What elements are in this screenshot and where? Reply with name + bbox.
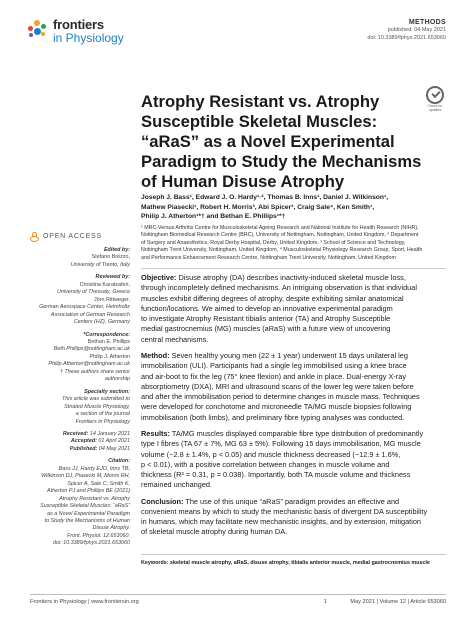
title-line: Atrophy Resistant vs. Atrophy (141, 92, 380, 111)
author-list (141, 193, 446, 222)
citation-label: Citation: (108, 458, 130, 465)
doi-link[interactable]: doi: 10.3389/fphys.2021.653060 (367, 34, 446, 41)
affiliation-line: of Surgery and Anaesthetics, Royal Derby Hospital, Derby, United Kingdom, ³ School of Science and Technology, (141, 239, 406, 246)
correspondence (30, 332, 130, 384)
abstract-line: The use of this unique “aRaS” paradigm provides an effective and (183, 496, 400, 506)
abstract-line: to investigate Atrophy Resistant tibialis anterior (TA) and Atrophy Susceptible (141, 314, 391, 324)
citation-line: as a Novel Experimental Paradigm (47, 510, 130, 517)
abstract-results (141, 429, 446, 491)
abstract-line: remained unchanged. (141, 480, 213, 490)
frontiers-logo[interactable] (28, 18, 124, 44)
affiliation-line: Nottingham Trent University, Nottingham, United Kingdom, ⁴ Musculoskeletal Physiology Research Group, Sport, Health (141, 247, 423, 254)
abstract-line: Seven healthy young men (22 ± 1 year) underwent 15 days unilateral leg (169, 350, 408, 360)
accepted-value: 01 April 2021 (96, 438, 130, 445)
article-meta (367, 18, 446, 42)
citation-line: Atrophy Resistant vs. Atrophy (59, 495, 130, 502)
correspondence-label: *Correspondence: (83, 331, 130, 338)
correspondence-line: † These authors share senior (59, 368, 130, 375)
citation-doi[interactable]: doi: 10.3389/fphys.2021.653060 (52, 540, 130, 547)
reviewer-line: German Aerospace Center, Helmholtz (39, 304, 130, 311)
page-footer (30, 594, 446, 605)
affiliation-line: Nottingham Biomedical Research Centre (BRC), University of Nottingham, Nottingham, United Kingdom, ² Department (141, 232, 419, 239)
title-line: Susceptible Skeletal Muscles: (141, 111, 378, 131)
page-header (28, 18, 446, 58)
citation (30, 458, 130, 547)
specialty-label: Specialty section: (84, 388, 130, 395)
reviewed-by-label: Reviewed by: (95, 274, 130, 281)
received-label: Received: (62, 430, 89, 437)
reviewer-line[interactable]: Christina Karatzaferi, (79, 281, 130, 288)
frontiers-logo-icon (28, 20, 48, 40)
citation-line: Front. Physiol. 12:653060. (67, 532, 130, 539)
published-date: published: 04 May 2021 (387, 27, 446, 34)
specialty-line: This article was submitted to (61, 396, 130, 403)
article-dates (30, 431, 130, 453)
published-label: Published: (69, 445, 98, 452)
reviewer-line: Association of German Research (50, 311, 130, 318)
editor-line: University of Trento, Italy (70, 261, 130, 268)
author-line[interactable]: Mathew Piasecki¹, Robert H. Morris³, Abi Spicer³, Craig Sale⁴, Ken Smith¹, (141, 203, 375, 211)
divider (141, 268, 446, 269)
abstract-method (141, 351, 446, 423)
abstract (141, 273, 446, 544)
check-updates-label: Check for updates (427, 104, 443, 112)
reviewed-by (30, 274, 130, 326)
citation-line: Bass JJ, Hardy EJO, Inns TB, (58, 465, 130, 472)
abstract-line: and air-boot to fix the leg (75° knee flexion) and ankle in place. Dual-energy X-ray (141, 371, 407, 381)
abstract-line: muscles exhibit differing degrees of atrophy, despite exhibiting similar anatomical (141, 293, 404, 303)
abstract-line: p < 0.01), with a positive correlation between changes in muscle volume and (141, 459, 390, 469)
title-line: of Human Disuse Atrophy (141, 171, 345, 191)
logo-brand: frontiers (53, 17, 104, 32)
editor-line[interactable]: Stefano Brezzo, (91, 254, 130, 261)
correspondence-line: authorship (104, 376, 130, 383)
affiliations (141, 225, 446, 262)
email-link[interactable]: Philip.Atherton@nottingham.ac.uk (48, 361, 130, 368)
abstract-line: convenient means by which to study the mechanistic basis of divergent DA susceptibility (141, 506, 428, 516)
abstract-line: through incompletely defined mechanisms. An intriguing observation is that individual (141, 283, 417, 293)
reviewer-line: Centers (HZ), Germany (73, 319, 130, 326)
citation-line: to Study the Mechanisms of Human (44, 517, 130, 524)
objective-label: Objective: (141, 273, 177, 282)
edited-by (30, 247, 130, 269)
author-line[interactable]: Philip J. Atherton¹*† and Bethan E. Phillips¹*† (141, 213, 286, 221)
article-title (141, 92, 431, 192)
edited-by-label: Edited by: (103, 247, 130, 253)
citation-line: Spicer A, Sale C, Smith K, (67, 480, 130, 487)
abstract-line: function/locations. We aimed to develop an innovative experimental paradigm (141, 303, 393, 313)
logo-journal: in Physiology (53, 30, 124, 45)
abstract-line: in humans, which may facilitate new mechanistic insights, and by extension, mitigation (141, 517, 422, 527)
open-access-label: OPEN ACCESS (43, 233, 102, 241)
abstract-line: and after the immobilisation period to determine changes in muscle mass. Techniques (141, 392, 420, 402)
abstract-line: were developed for conchotome and microneedle TA/MG muscle biopsies following (141, 402, 412, 412)
published-value: 04 May 2021 (97, 445, 130, 452)
citation-line: Wilkinson DJ, Piasecki M, Morris RH, (41, 473, 130, 480)
divider (141, 554, 446, 555)
affiliation-line: ¹ MRC-Versus Arthritis Centre for Musculoskeletal Ageing Research and National Institute for Health Research (NIHR), (141, 225, 419, 231)
citation-line: Disuse Atrophy. (92, 525, 130, 532)
abstract-line: of skeletal muscle atrophy during human DA. (141, 527, 288, 537)
abstract-line: immobilisation (ULI). Participants had a single leg immobilised using a knee brace (141, 361, 407, 371)
abstract-line: medial gastrocnemius (MG) muscles (aRaS) with a future view of uncovering (141, 324, 391, 334)
footer-journal-link[interactable]: Frontiers in Physiology | www.frontiersin.org (30, 599, 139, 605)
results-label: Results: (141, 428, 170, 438)
affiliation-line: and Performance Enhancement Research Centre, Nottingham Trent University, Nottingham, United Kingdom (141, 254, 396, 261)
specialty-line: Striated Muscle Physiology, (64, 403, 130, 410)
received-value: 14 January 2021 (88, 430, 130, 437)
abstract-line: thickness (R² = 0.31, p = 0.038). Importantly, both TA muscle volume and thickness (141, 470, 411, 480)
article-sidebar (30, 232, 130, 553)
method-label: Method: (141, 350, 170, 360)
accepted-label: Accepted: (70, 438, 97, 445)
open-access-badge[interactable] (30, 232, 130, 242)
abstract-conclusion (141, 497, 446, 538)
abstract-line: TA/MG muscles displayed comparable fibre type distribution of predominantly (169, 428, 424, 438)
citation-line: Atherton PJ and Phillips BE (2021) (46, 488, 130, 495)
specialty-line: a section of the journal (75, 411, 130, 418)
reviewer-line: University of Thessaly, Greece (57, 289, 130, 296)
abstract-line: volume (−2.8 ± 1.4%, p < 0.05) and muscle thickness decreased (−12.9 ± 1.6%, (141, 449, 401, 459)
abstract-line: absorptiometry (DXA), MRI and ultrasound scans of the lower leg were taken before (141, 381, 414, 391)
keywords: Keywords: skeletal muscle atrophy, aRaS, disuse atrophy, tibialis anterior muscle, medial gastrocnemius muscle (141, 560, 430, 566)
citation-line: Susceptible Skeletal Muscles: “aRaS” (40, 503, 130, 510)
conclusion-label: Conclusion: (141, 496, 184, 506)
correspondence-line: Bethan E. Phillips (87, 338, 130, 345)
correspondence-line: Philip J. Atherton (89, 353, 130, 360)
title-line: Paradigm to Study the Mechanisms (141, 151, 422, 171)
abstract-line: central mechanisms. (141, 334, 209, 344)
open-lock-icon (30, 232, 39, 242)
footer-citation: May 2021 | Volume 12 | Article 653060 (350, 599, 446, 605)
article-section: METHODS (408, 19, 446, 26)
specialty-section (30, 389, 130, 426)
author-line[interactable]: Joseph J. Bass¹, Edward J. O. Hardy¹·², Thomas B. Inns¹, Daniel J. Wilkinson¹, (141, 194, 389, 201)
abstract-objective (141, 273, 446, 345)
title-line: “aRaS” as a Novel Experimental (141, 131, 395, 151)
specialty-line: Frontiers in Physiology (75, 418, 130, 425)
abstract-line: type I fibres (TA 67 ± 7%, MG 63 ± 5%). Following 15 days immobilisation, MG muscle (141, 439, 421, 449)
page-number: 1 (323, 599, 327, 605)
abstract-line: Disuse atrophy (DA) describes inactivity-induced skeletal muscle loss, (176, 273, 406, 282)
footer-volume (324, 599, 446, 605)
abstract-line: immobilisation (both limbs), and preliminary fibre typing analyses was conducted. (141, 412, 405, 422)
reviewer-line[interactable]: Jörn Rittweger, (94, 296, 130, 303)
email-link[interactable]: Beth.Phillips@nottingham.ac.uk (53, 346, 130, 353)
